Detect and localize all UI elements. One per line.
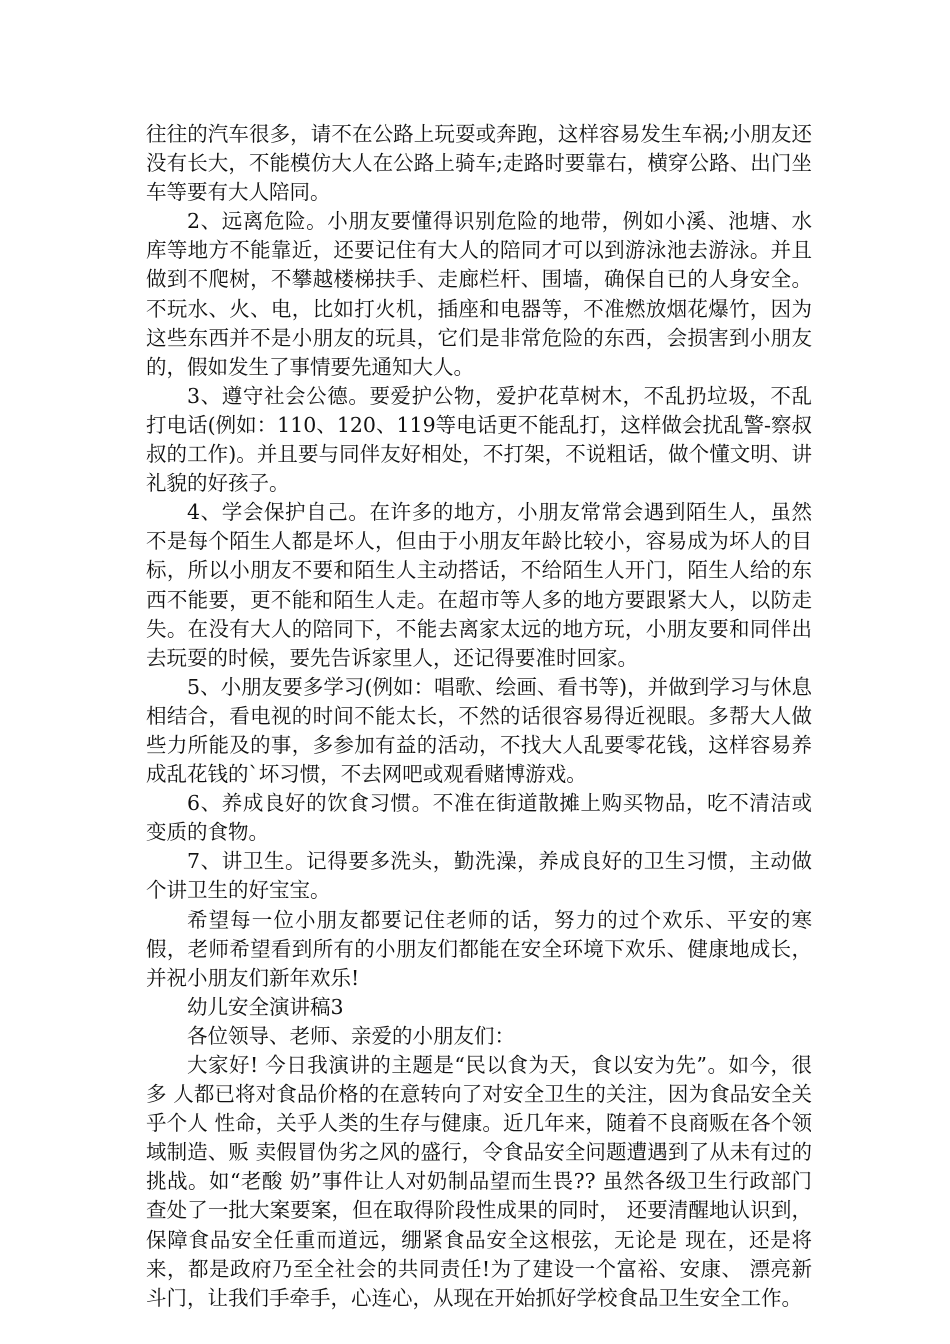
paragraph-eating-habits: 6、养成良好的饮食习惯。不准在街道散摊上购买物品，吃不清洁或变质的食物。	[146, 791, 812, 845]
paragraph-traffic-safety: 往往的汽车很多，请不在公路上玩耍或奔跑，这样容易发生车祸;小朋友还没有长大，不能模仿大人在公路上骑车;走路时要靠右，横穿公路、出门坐车等要有大人陪同。	[146, 122, 812, 205]
paragraph-closing-wishes: 希望每一位小朋友都要记住老师的话，努力的过个欢乐、平安的寒假，老师希望看到所有的小朋友们都能在安全环境下欢乐、健康地成长，并祝小朋友们新年欢乐!	[146, 907, 812, 990]
paragraph-hygiene: 7、讲卫生。记得要多洗头，勤洗澡，养成良好的卫生习惯，主动做个讲卫生的好宝宝。	[146, 849, 812, 903]
section-title: 幼儿安全演讲稿3	[187, 994, 344, 1019]
paragraph-public-morality: 3、遵守社会公德。要爱护公物，爱护花草树木，不乱扔垃圾，不乱打电话(例如：110、120、119等电话更不能乱打，这样做会扰乱警-察叔叔的工作)。并且要与同伴友好相处，不打架，不说粗话，做个懂文明、讲礼貌的好孩子。	[146, 383, 812, 496]
salutation: 各位领导、老师、亲爱的小朋友们：	[187, 1023, 515, 1048]
paragraph-self-protection: 4、学会保护自己。在许多的地方，小朋友常常会遇到陌生人，虽然不是每个陌生人都是坏人，但由于小朋友年龄比较小，容易成为坏人的目标，所以小朋友不要和陌生人主动搭话，不给陌生人开门，陌生人给的东西不能要，更不能和陌生人走。在超市等人多的地方要跟紧大人，以防走失。在没有大人的陪同下，不能去离家太远的地方玩，小朋友要和同伴出去玩耍的时候，要先告诉家里人，还记得要准时回家。	[146, 500, 812, 670]
document-body	[146, 120, 812, 1313]
paragraph-avoid-danger: 2、远离危险。小朋友要懂得识别危险的地带，例如小溪、池塘、水库等地方不能靠近，还要记住有大人的陪同才可以到游泳池去游泳。并且做到不爬树，不攀越楼梯扶手、走廊栏杆、围墙，确保自已的人身安全。不玩水、火、电，比如打火机，插座和电器等，不准燃放烟花爆竹，因为这些东西并不是小朋友的玩具，它们是非常危险的东西，会损害到小朋友的，假如发生了事情要先通知大人。	[146, 209, 812, 379]
paragraph-food-safety: 大家好! 今日我演讲的主题是“民以食为天，食以安为先”。如今，很多 人都已将对食品价格的在意转向了对安全卫生的关注，因为食品安全关乎个人 性命，关乎人类的生存与健康。近几年来，随着不良商贩在各个领域制造、贩 卖假冒伪劣之风的盛行，令食品安全问题遭遇到了从未有过的挑战。如“老酸 奶”事件让人对奶制品望而生畏?? 虽然各级卫生行政部门查处了一批大案要案，但在取得阶段性成果的同时， 还要清醒地认识到，保障食品安全任重而道远，绷紧食品安全这根弦，无论是 现在，还是将来，都是政府乃至全社会的共同责任!为了建设一个富裕、安康、 漂亮新斗门，让我们手牵手，心连心，从现在开始抓好学校食品卫生安全工作。	[146, 1053, 812, 1310]
paragraph-study-more: 5、小朋友要多学习(例如：唱歌、绘画、看书等)，并做到学习与休息相结合，看电视的时间不能太长，不然的话很容易得近视眼。多帮大人做些力所能及的事，多参加有益的活动，不找大人乱要零花钱，这样容易养成乱花钱的`坏习惯，不去网吧或观看赌博游戏。	[146, 674, 812, 787]
